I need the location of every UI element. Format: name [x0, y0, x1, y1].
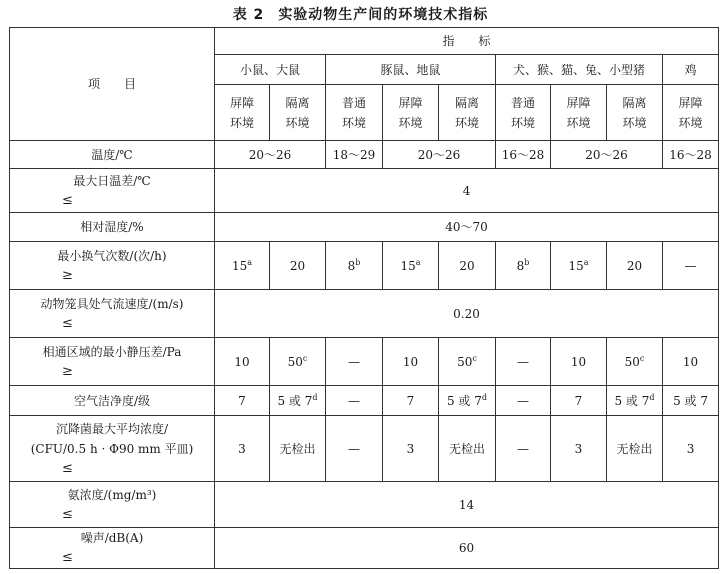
row-label-bacteria: 沉降菌最大平均浓度/ (CFU/0.5 h · Φ90 mm 平皿) ≤ — [10, 416, 215, 482]
table-cell: 10 — [551, 338, 607, 386]
table-cell: 7 — [215, 386, 270, 416]
table-cell: 60 — [215, 528, 719, 569]
table-cell: 5 或 7 — [663, 386, 719, 416]
env-isolation: 隔离 环境 — [439, 85, 496, 141]
table-cell: 14 — [215, 482, 719, 528]
table-cell: — — [496, 386, 551, 416]
table-cell: 7 — [383, 386, 439, 416]
table-cell: — — [496, 416, 551, 482]
table-cell: — — [326, 338, 383, 386]
env-barrier: 屏障 环境 — [551, 85, 607, 141]
table-cell: 50$^c$ — [270, 338, 326, 386]
row-label-cleanliness: 空气洁净度/级 — [10, 386, 215, 416]
table-cell: — — [326, 386, 383, 416]
table-row — [10, 290, 719, 338]
table-cell: 15$^a$ — [551, 242, 607, 290]
row-label-pressure: 相通区域的最小静压差/Pa ≥ — [10, 338, 215, 386]
table-number: 表 2 — [232, 7, 265, 23]
table-cell: 20 — [607, 242, 663, 290]
table-cell: 10 — [663, 338, 719, 386]
table-cell: 8$^b$ — [326, 242, 383, 290]
table-title-text: 实验动物生产间的环境技术指标 — [278, 7, 489, 23]
table-row — [10, 141, 719, 169]
env-normal: 普通 环境 — [496, 85, 551, 141]
table-cell: 20～26 — [551, 141, 663, 169]
row-label-temperature: 温度/℃ — [10, 141, 215, 169]
table-cell: 20 — [270, 242, 326, 290]
row-label-air-speed: 动物笼具处气流速度/(m/s) ≤ — [10, 290, 215, 338]
table-row — [10, 213, 719, 242]
table-cell: 5 或 7$^d$ — [607, 386, 663, 416]
table-cell: 20 — [439, 242, 496, 290]
table-cell: 40～70 — [215, 213, 719, 242]
header-row-1 — [10, 28, 719, 55]
table-cell: 3 — [551, 416, 607, 482]
environment-spec-table — [9, 27, 719, 569]
table-row — [10, 416, 719, 482]
table-cell: 10 — [383, 338, 439, 386]
indicator-header: 指 标 — [215, 28, 719, 55]
table-cell: 16～28 — [663, 141, 719, 169]
env-barrier: 屏障 环境 — [383, 85, 439, 141]
table-cell: 10 — [215, 338, 270, 386]
env-normal: 普通 环境 — [326, 85, 383, 141]
table-cell: 50$^c$ — [439, 338, 496, 386]
table-row — [10, 242, 719, 290]
group-mouse-rat: 小鼠、大鼠 — [215, 55, 326, 85]
item-header: 项 目 — [10, 28, 215, 141]
table-row — [10, 338, 719, 386]
group-guineapig-hamster: 豚鼠、地鼠 — [326, 55, 496, 85]
table-cell: 无检出 — [439, 416, 496, 482]
table-cell: 4 — [215, 169, 719, 213]
table-cell: 15$^a$ — [383, 242, 439, 290]
table-cell: 7 — [551, 386, 607, 416]
row-label-temp-diff: 最大日温差/℃ ≤ — [10, 169, 215, 213]
table-row — [10, 386, 719, 416]
env-isolation: 隔离 环境 — [607, 85, 663, 141]
table-cell: — — [326, 416, 383, 482]
table-cell: 0.20 — [215, 290, 719, 338]
row-label-noise: 噪声/dB(A) ≤ — [10, 528, 215, 569]
table-cell: 16～28 — [496, 141, 551, 169]
table-cell: 50$^c$ — [607, 338, 663, 386]
table-cell: 20～26 — [215, 141, 326, 169]
table-cell: 无检出 — [270, 416, 326, 482]
row-label-air-change: 最小换气次数/(次/h) ≥ — [10, 242, 215, 290]
table-cell: 15$^a$ — [215, 242, 270, 290]
table-row — [10, 169, 719, 213]
table-cell: 8$^b$ — [496, 242, 551, 290]
table-cell: — — [663, 242, 719, 290]
row-label-ammonia: 氨浓度/(mg/m³) ≤ — [10, 482, 215, 528]
table-cell: 18～29 — [326, 141, 383, 169]
env-barrier: 屏障 环境 — [663, 85, 719, 141]
table-title — [0, 4, 721, 24]
table-cell: — — [496, 338, 551, 386]
table-cell: 5 或 7$^d$ — [439, 386, 496, 416]
env-barrier: 屏障 环境 — [215, 85, 270, 141]
group-dog-monkey-cat-rabbit-pig: 犬、猴、猫、兔、小型猪 — [496, 55, 663, 85]
row-label-humidity: 相对湿度/% — [10, 213, 215, 242]
env-isolation: 隔离 环境 — [270, 85, 326, 141]
table-cell: 无检出 — [607, 416, 663, 482]
table-cell: 3 — [215, 416, 270, 482]
table-cell: 20～26 — [383, 141, 496, 169]
table-cell: 5 或 7$^d$ — [270, 386, 326, 416]
group-chicken: 鸡 — [663, 55, 719, 85]
table-row — [10, 482, 719, 528]
table-cell: 3 — [663, 416, 719, 482]
table-row — [10, 528, 719, 569]
table-cell: 3 — [383, 416, 439, 482]
